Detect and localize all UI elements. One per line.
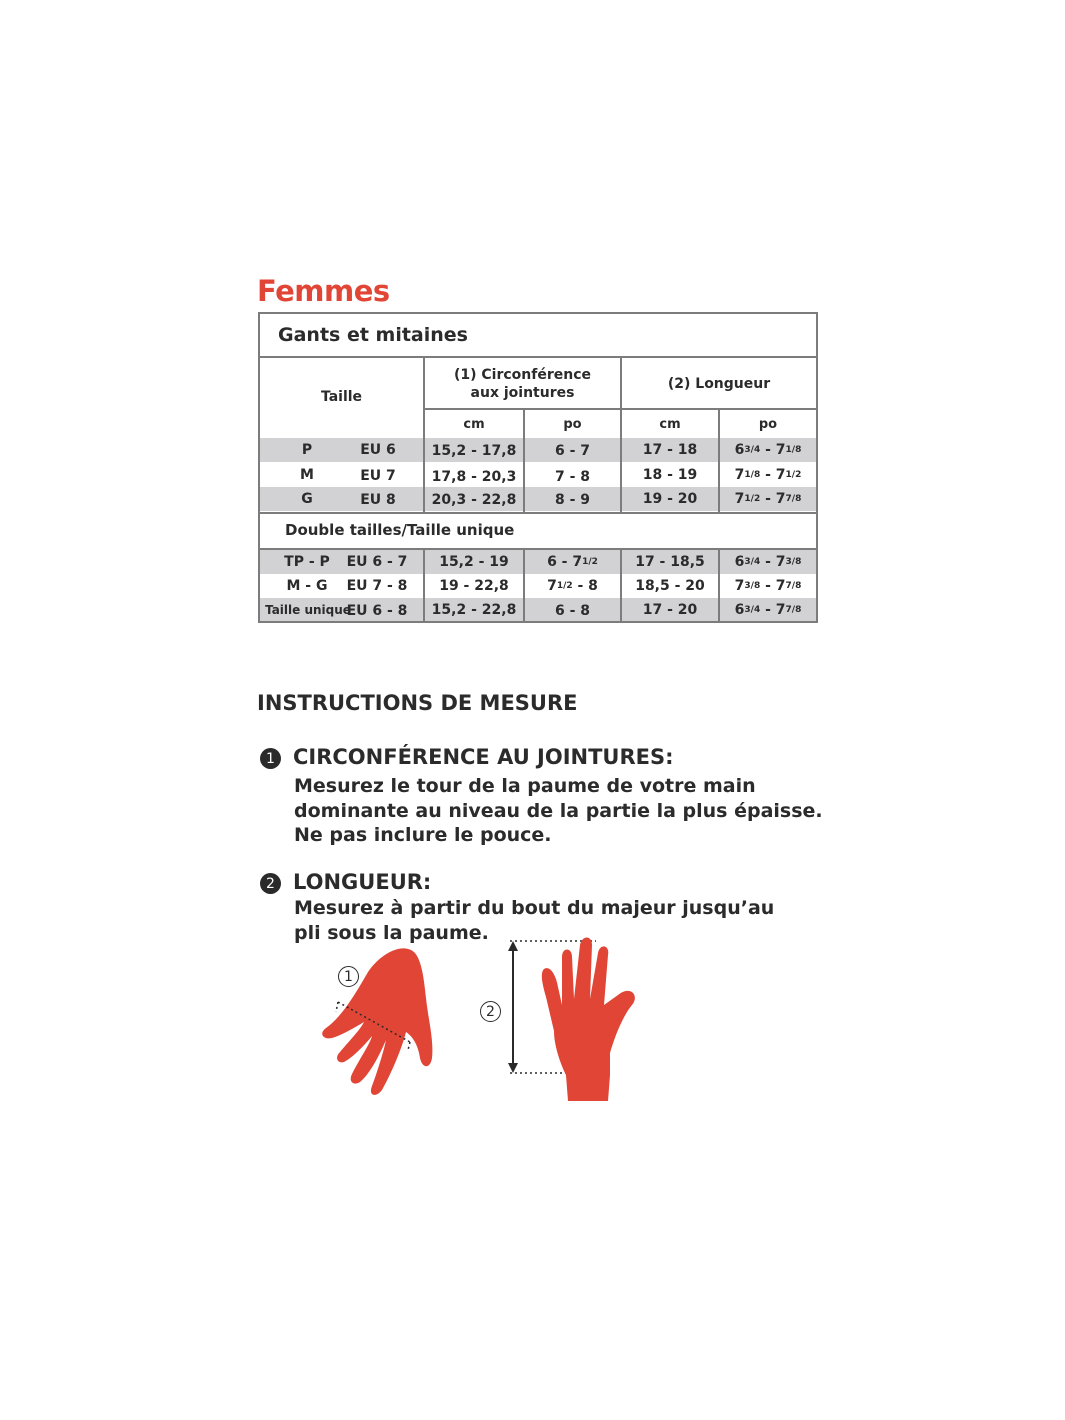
illustration-label-2: 2 <box>480 1001 501 1022</box>
header-po: po <box>563 416 582 432</box>
len-cm: 19 - 20 <box>642 491 698 507</box>
hand-shape <box>542 938 635 1102</box>
header-cm: cm <box>463 416 485 432</box>
size-label: M <box>300 466 314 483</box>
step-1-text <box>294 774 823 848</box>
step-2-line: pli sous la paume. <box>294 921 489 944</box>
header-taille: Taille <box>320 389 363 405</box>
len-cm: 18,5 - 20 <box>635 578 705 594</box>
size-label: M - G <box>286 578 328 594</box>
header-circ-line1: (1) Circonférence <box>453 367 592 383</box>
len-cm: 17 - 18,5 <box>635 554 705 570</box>
step-1-line: Mesurez le tour de la paume de votre main <box>294 775 756 797</box>
size-chart <box>258 312 818 623</box>
divider <box>425 408 816 410</box>
section-title-double: Double tailles/Taille unique <box>285 521 515 539</box>
step-2-line: Mesurez à partir du bout du majeur jusqu’au <box>294 897 775 919</box>
len-po: 7 1/2 - 7 7/8 <box>734 491 802 507</box>
eu-size: EU 7 <box>360 467 396 484</box>
circ-po: 7 - 8 <box>554 468 591 485</box>
divider <box>260 512 816 514</box>
len-po: 6 3/4 - 7 1/8 <box>734 442 802 458</box>
len-po: 7 1/8 - 7 1/2 <box>734 466 802 483</box>
header-circonference <box>425 362 620 406</box>
page-title: Femmes <box>257 274 390 308</box>
step-2-number: 2 <box>260 873 281 894</box>
circ-cm: 15,2 - 22,8 <box>431 601 517 618</box>
len-po: 7 3/8 - 7 7/8 <box>734 578 802 594</box>
circ-po: 7 1/2 - 8 <box>547 578 598 594</box>
header-longueur: (2) Longueur <box>667 376 771 392</box>
step-2-heading: LONGUEUR: <box>293 870 432 894</box>
step-1-line: dominante au niveau de la partie la plus épaisse. <box>294 799 823 822</box>
header-po: po <box>758 416 778 432</box>
step-1-line: Ne pas inclure le pouce. <box>294 824 552 846</box>
instructions-title: INSTRUCTIONS DE MESURE <box>257 691 578 715</box>
circ-cm: 15,2 - 19 <box>439 554 509 570</box>
circ-po: 6 - 8 <box>554 602 591 619</box>
len-cm: 17 - 18 <box>642 442 698 458</box>
len-po: 6 3/4 - 7 3/8 <box>734 554 802 570</box>
circ-po: 8 - 9 <box>554 492 591 508</box>
eu-size: EU 6 - 8 <box>346 602 408 619</box>
size-label: G <box>301 491 313 507</box>
header-circ-line2: aux jointures <box>470 385 575 401</box>
step-1-heading: CIRCONFÉRENCE AU JOINTURES: <box>293 745 674 769</box>
eu-size: EU 6 <box>360 442 396 458</box>
hand-circumference-icon <box>310 940 450 1100</box>
size-label: Taille unique <box>265 602 351 617</box>
circ-cm: 17,8 - 20,3 <box>431 468 517 485</box>
len-cm: 17 - 20 <box>642 601 698 618</box>
len-cm: 18 - 19 <box>642 466 698 483</box>
circ-cm: 15,2 - 17,8 <box>431 443 517 459</box>
len-po: 6 3/4 - 7 7/8 <box>734 601 802 618</box>
circ-po: 6 - 7 <box>554 443 591 459</box>
size-label: TP - P <box>284 554 330 570</box>
section-title-gloves: Gants et mitaines <box>278 324 468 346</box>
eu-size: EU 6 - 7 <box>346 554 408 570</box>
circ-po: 6 - 7 1/2 <box>547 554 598 570</box>
illustration-label-1: 1 <box>338 966 359 987</box>
hand-length-icon <box>500 935 670 1105</box>
step-1-number: 1 <box>260 748 281 769</box>
eu-size: EU 7 - 8 <box>346 578 408 594</box>
eu-size: EU 8 <box>360 492 396 508</box>
header-cm: cm <box>659 416 681 432</box>
size-label: P <box>301 442 313 458</box>
circ-cm: 19 - 22,8 <box>439 578 509 594</box>
circ-cm: 20,3 - 22,8 <box>431 492 517 508</box>
